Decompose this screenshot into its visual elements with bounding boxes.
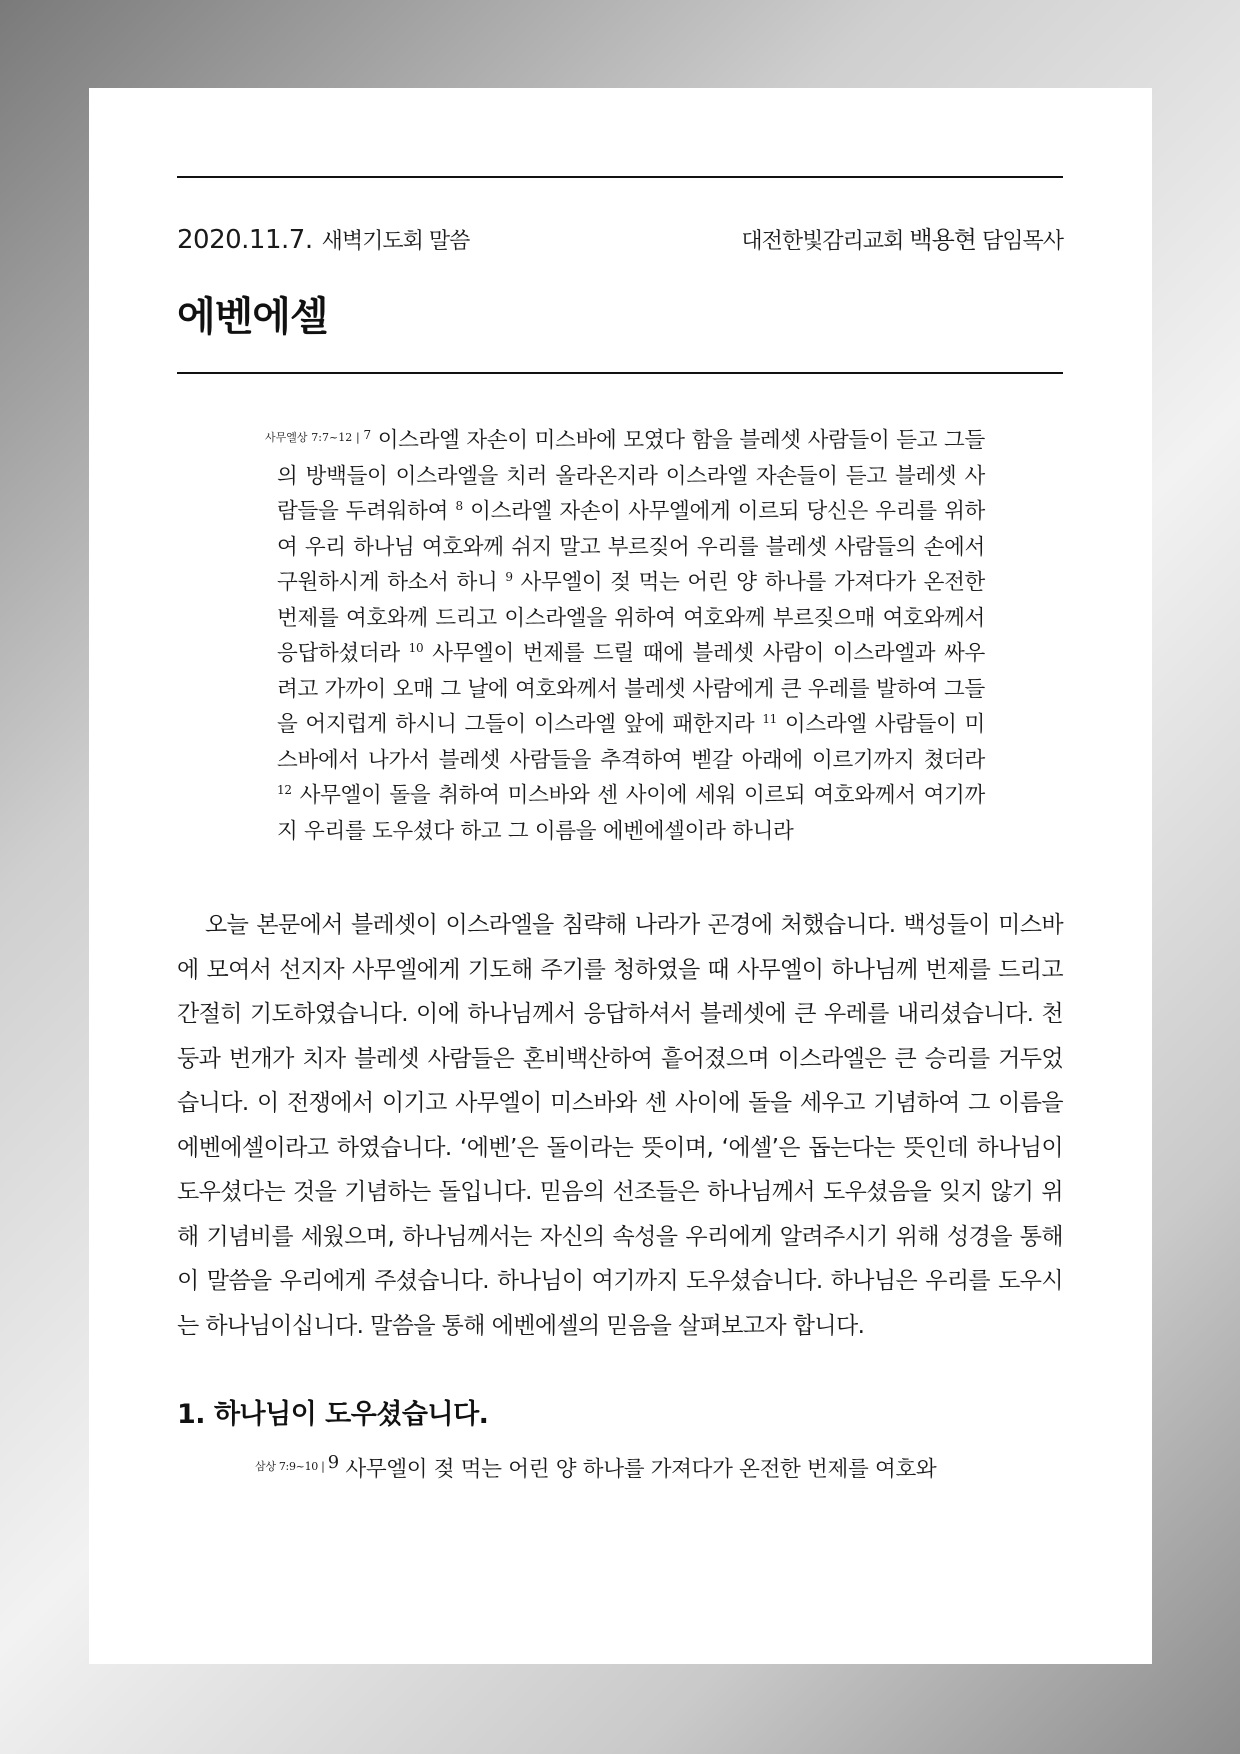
verse-number: 7 — [363, 428, 371, 442]
verse-text: 사무엘이 젖 먹는 어린 양 하나를 가져다가 온전한 번제를 여호와 — [338, 1457, 937, 1483]
document-page — [89, 88, 1152, 1664]
service-name: 새벽기도회 말씀 — [321, 229, 470, 254]
pastor-title: 담임목사 — [981, 229, 1063, 254]
pastor-name: 백용현 — [909, 226, 976, 254]
church-line — [741, 220, 1063, 255]
section-heading: 1. 하나님이 도우셨습니다. — [177, 1399, 489, 1430]
verse-number: 9 — [327, 1452, 339, 1473]
scripture-reference: 삼상 7:9~10 | — [255, 1460, 328, 1474]
verse-text: 이스라엘 자손이 사무엘에게 이르되 당신은 우리를 위하여 우리 하나님 여호와께 쉬지 말고 부르짖어 우리를 블레셋 사람들의 손에서 구원하시게 하소서 하니 — [277, 499, 986, 595]
verse-number: 9 — [505, 570, 513, 584]
verse-number: 8 — [455, 499, 463, 513]
sermon-introduction: 오늘 본문에서 블레셋이 이스라엘을 침략해 나라가 곤경에 처했습니다. 백성들이 미스바에 모여서 선지자 사무엘에게 기도해 주기를 청하였을 때 사무엘이 하나님께 번제를 드리고 간절히 기도하였습니다. 이에 하나님께서 응답하셔서 블레셋에 큰 우레를 내리셨습니다. 천둥과 번개가 치자 블레셋 사람들은 혼비백산하여 흩어졌으며 이스라엘은 큰 승리를 거두었습니다. 이 전쟁에서 이기고 사무엘이 미스바와 센 사이에 돌을 세우고 기념하여 그 이름을 에벤에셀이라고 하였습니다. ‘에벤’은 돌이라는 뜻이며, ‘에셀’은 돕는다는 뜻인데 하나님이 도우셨다는 것을 기념하는 돌입니다. 믿음의 선조들은 하나님께서 도우셨음을 잊지 않기 위해 기념비를 세웠으며, 하나님께서는 자신의 속성을 우리에게 알려주시기 위해 성경을 통해 이 말씀을 우리에게 주셨습니다. 하나님이 여기까지 도우셨습니다. 하나님은 우리를 도우시는 하나님이십니다. 말씀을 통해 에벤에셀의 믿음을 살펴보고자 합니다. — [177, 912, 1063, 1339]
verse-text: 이스라엘 자손이 미스바에 모였다 함을 블레셋 사람들이 듣고 그들의 방백들이 이스라엘을 치러 올라온지라 이스라엘 자손들이 듣고 블레셋 사람들을 두려워하여 — [277, 428, 985, 524]
verse-number: 11 — [762, 712, 777, 726]
church-name: 대전한빛감리교회 — [741, 229, 904, 254]
section-scripture — [255, 1445, 985, 1488]
scripture-reference: 사무엘상 7:7~12 | — [265, 431, 364, 444]
page-content — [177, 176, 1063, 1488]
verse-text: 사무엘이 번제를 드릴 때에 블레셋 사람이 이스라엘과 싸우려고 가까이 오매 그 날에 여호와께서 블레셋 사람에게 큰 우레를 발하여 그들을 어지럽게 하시니 그들이 이스라엘 앞에 패한지라 — [277, 641, 985, 737]
verse-text: 이스라엘 사람들이 미스바에서 나가서 블레셋 사람들을 추격하여 벧갈 아래에 이르기까지 쳤더라 — [277, 712, 985, 773]
sermon-header — [177, 220, 1063, 255]
verse-text: 사무엘이 돌을 취하여 미스바와 센 사이에 세워 이르되 여호와께서 여기까지 우리를 도우셨다 하고 그 이름을 에벤에셀이라 하니라 — [277, 783, 985, 844]
title-rule — [177, 372, 1063, 374]
sermon-date: 2020.11.7. — [177, 225, 313, 255]
sermon-date-line — [177, 224, 469, 255]
verse-number: 10 — [408, 641, 424, 655]
verse-number: 12 — [277, 783, 292, 797]
sermon-title: 에벤에셀 — [177, 294, 328, 340]
scripture-passage — [265, 420, 985, 849]
top-rule — [177, 176, 1063, 178]
verse-text: 사무엘이 젖 먹는 어린 양 하나를 가져다가 온전한 번제를 여호와께 드리고 이스라엘을 위하여 여호와께 부르짖으매 여호와께서 응답하셨더라 — [277, 570, 986, 666]
